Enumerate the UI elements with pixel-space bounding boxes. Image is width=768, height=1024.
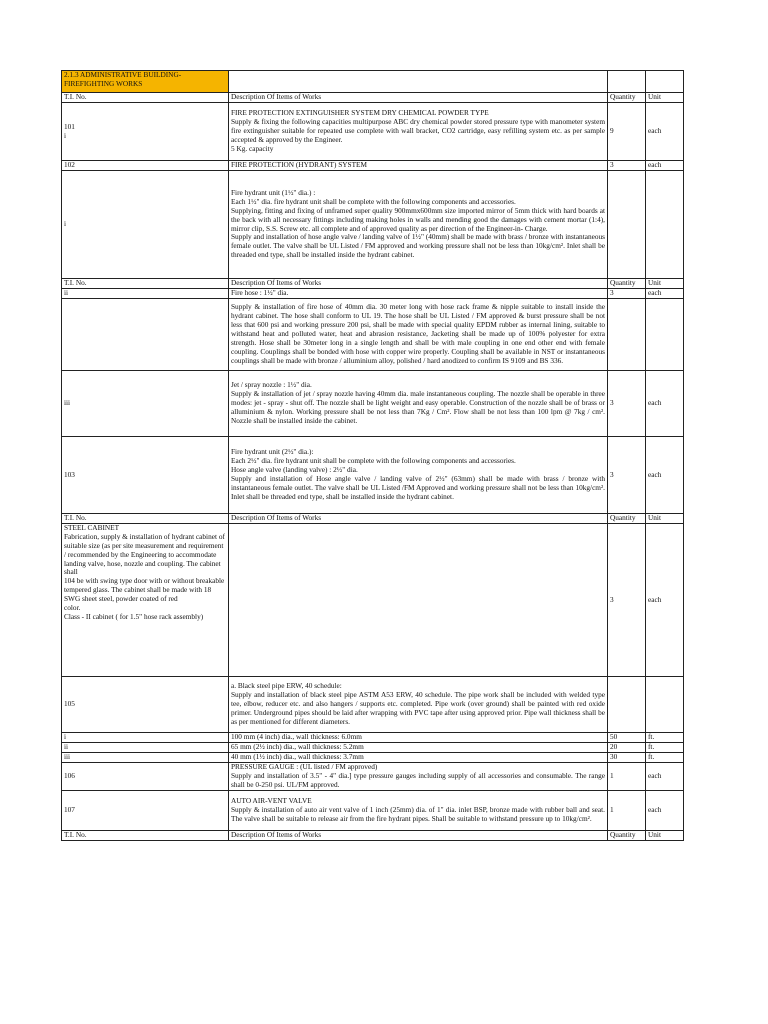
- table-row: [62, 514, 684, 524]
- item-number: T.I. No.: [62, 831, 229, 841]
- item-description: 40 mm (1½ inch) dia., wall thickness: 3.7mm: [229, 753, 608, 763]
- item-description: Fire hydrant unit (2½" dia.): Each 2½" dia. fire hydrant unit shall be complete with the following components and accessories. Hose angle valve (landing valve) : 2½" dia. Supply and installation of Hose angle valve / landing valve of 2½" (63mm) shall be made with brass / bronze with instantaneous female outlet. The valve shall be UL Listed /FM Approved and working pressure shall not be less than 10kg/cm². Inlet shall be threaded end type, shall be installed inside the hydrant cabinet.: [229, 437, 608, 514]
- table-row: [62, 103, 684, 161]
- item-unit: ft.: [646, 743, 684, 753]
- item-number: iii: [62, 371, 229, 437]
- item-unit: [646, 677, 684, 733]
- item-number: 103: [62, 437, 229, 514]
- item-description: FIRE PROTECTION EXTINGUISHER SYSTEM DRY CHEMICAL POWDER TYPE Supply & fixing the following capacities multipurpose ABC dry chemical powder stored pressure type with manometer system fire extinguisher suitable for repeated use complete with wall bracket, CO2 cartridge, easy refilling system etc. as per sample accepted & approved by the Engineer. 5 Kg. capacity: [229, 103, 608, 161]
- item-unit: [646, 171, 684, 279]
- table-row: [62, 677, 684, 733]
- item-quantity: [608, 171, 646, 279]
- table-row: [62, 299, 684, 371]
- item-description: Description Of Items of Works: [229, 279, 608, 289]
- table-row: [62, 171, 684, 279]
- section-title-row: [62, 71, 684, 93]
- item-unit: each: [646, 763, 684, 791]
- item-unit: ft.: [646, 753, 684, 763]
- item-number: 107: [62, 791, 229, 831]
- item-unit: each: [646, 161, 684, 171]
- item-number: ii: [62, 289, 229, 299]
- item-unit: each: [646, 524, 684, 677]
- item-description: FIRE PROTECTION (HYDRANT) SYSTEM: [229, 161, 608, 171]
- item-number: i: [62, 733, 229, 743]
- header-ti-no: T.I. No.: [62, 93, 229, 103]
- item-number: i: [62, 171, 229, 279]
- boq-table: [61, 70, 684, 841]
- item-quantity: Quantity: [608, 514, 646, 524]
- item-description: 65 mm (2½ inch) dia., wall thickness: 5.2mm: [229, 743, 608, 753]
- item-description: Supply & installation of fire hose of 40mm dia. 30 meter long with hose rack frame & nipple suitable to install inside the hydrant cabinet. The hose shall conform to UL 19. The hose shall be UL Listed / FM approved & burst pressure shall be not less that 600 psi and working pressure 200 psi, shall be made with special quality EPDM rubber as internal lining, suitable to withstand heat and polluted water, heat and abrasion resistance, Jacketing shall be made up of 100% polyester for extra strength. Hose shall be 30meter long in a single length and shall be with male coupling in one end other end with female coupling. Couplings shall be bonded with hose with copper wire properly. Coupling shall be available in NST or instantaneous couplings shall be made with bronze / alluminium alloy, polished / hard anodized to confirm IS 9109 and BS 336.: [229, 299, 608, 371]
- table-row: [62, 371, 684, 437]
- header-description: Description Of Items of Works: [229, 93, 608, 103]
- item-number: STEEL CABINET Fabrication, supply & installation of hydrant cabinet of suitable size (as per site measurement and requirement / recommended by the Engineering to accommodate landing valve, hose, nozzle and coupling. The cabinet shall 104 be with swing type door with or without breakable tempered glass. The cabinet shall be made with 18 SWG sheet steel, powder coated of red color. Class - II cabinet ( for 1.5" hose rack assembly): [62, 524, 229, 677]
- item-description: AUTO AIR-VENT VALVE Supply & installation of auto air vent valve of 1 inch (25mm) dia. of 1" dia. inlet BSP, bronze made with rubber ball and seat. The valve shall be suitable to release air from the fire hydrant pipes. Shall be suitable to withstand pressure up to 10kg/cm².: [229, 791, 608, 831]
- item-description: a. Black steel pipe ERW, 40 schedule: Supply and installation of black steel pipe ASTM A53 ERW, 40 schedule. The pipe work shall be included with welded type tee, elbow, reducer etc. and also hangers / supports etc. completed. Pipe work (over ground) shall be painted with red oxide primer. Underground pipes should be laid after wrapping with PVC tape after using approved prior. Pipe wall thickness shall be as per mentioned for different diameters.: [229, 677, 608, 733]
- header-quantity: Quantity: [608, 93, 646, 103]
- item-quantity: 3: [608, 161, 646, 171]
- item-unit: Unit: [646, 279, 684, 289]
- item-number: 101 i: [62, 103, 229, 161]
- item-unit: each: [646, 103, 684, 161]
- item-quantity: Quantity: [608, 279, 646, 289]
- item-description: Fire hydrant unit (1½" dia.) : Each 1½" dia. fire hydrant unit shall be complete with the following components and accessories. Supplying, fitting and fixing of unframed super quality 900mmx600mm size imported mirror of 5mm thick with hard boards at the back with all necessary fittings including making holes in walls and mending good the damages with cement mortar (1:4), mirror clip, S.S. Screw etc. all complete and of approved quality as per direction of the Engineer-in- Charge. Supply and installation of hose angle valve / landing valve of 1½" (40mm) shall be made with brass / bronze with instantaneous female outlet. The valve shall be UL Listed / FM approved and working pressure shall not be less than 10kg/cm². Inlet shall be threaded end type, shall be installed inside the hydrant cabinet.: [229, 171, 608, 279]
- header-unit: Unit: [646, 93, 684, 103]
- table-row: [62, 743, 684, 753]
- item-number: 105: [62, 677, 229, 733]
- table-row: [62, 279, 684, 289]
- item-unit: each: [646, 437, 684, 514]
- item-number: iii: [62, 753, 229, 763]
- item-description: Jet / spray nozzle : 1½" dia. Supply & installation of jet / spray nozzle having 40mm dia. male instantaneous coupling. The nozzle shall be operable in three modes: jet - spray - shut off. The nozzle shall be light weight and easy operable. Construction of the nozzle shall be of brass or alluminium & nylon. Working pressure shall be not less than 7Kg / Cm². Flow shall be not less than 100 lpm @ 7kg / cm². Nozzle shall be installed inside the cabinet.: [229, 371, 608, 437]
- item-quantity: 3: [608, 289, 646, 299]
- item-quantity: 3: [608, 437, 646, 514]
- table-row: [62, 831, 684, 841]
- item-quantity: 1: [608, 791, 646, 831]
- item-number: T.I. No.: [62, 514, 229, 524]
- item-quantity: 9: [608, 103, 646, 161]
- item-quantity: 1: [608, 763, 646, 791]
- item-unit: each: [646, 371, 684, 437]
- item-quantity: 30: [608, 753, 646, 763]
- table-row: [62, 763, 684, 791]
- item-description: [229, 524, 608, 677]
- item-unit: each: [646, 791, 684, 831]
- section-title: 2.1.3 ADMINISTRATIVE BUILDING-FIREFIGHTING WORKS: [62, 71, 229, 93]
- table-row: [62, 524, 684, 677]
- item-unit: ft.: [646, 733, 684, 743]
- item-description: 100 mm (4 inch) dia., wall thickness: 6.0mm: [229, 733, 608, 743]
- item-number: ii: [62, 743, 229, 753]
- item-number: 106: [62, 763, 229, 791]
- item-quantity: Quantity: [608, 831, 646, 841]
- item-unit: [646, 299, 684, 371]
- table-row: [62, 289, 684, 299]
- item-quantity: 3: [608, 371, 646, 437]
- item-number: T.I. No.: [62, 279, 229, 289]
- item-number: 102: [62, 161, 229, 171]
- item-unit: Unit: [646, 831, 684, 841]
- item-quantity: [608, 677, 646, 733]
- item-description: PRESSURE GAUGE : (UL listed / FM approved) Supply and installation of 3.5" - 4" dia.] type pressure gauges including supply of all accessories and consumable. The range shall be 0-250 psi. UL/FM approved.: [229, 763, 608, 791]
- item-quantity: 20: [608, 743, 646, 753]
- item-unit: each: [646, 289, 684, 299]
- item-description: Description Of Items of Works: [229, 831, 608, 841]
- item-description: Fire hose : 1½" dia.: [229, 289, 608, 299]
- table-row: [62, 437, 684, 514]
- header-row: [62, 93, 684, 103]
- item-quantity: 50: [608, 733, 646, 743]
- item-description: Description Of Items of Works: [229, 514, 608, 524]
- item-quantity: [608, 299, 646, 371]
- table-row: [62, 733, 684, 743]
- item-unit: Unit: [646, 514, 684, 524]
- table-row: [62, 791, 684, 831]
- item-quantity: 3: [608, 524, 646, 677]
- table-row: [62, 753, 684, 763]
- table-row: [62, 161, 684, 171]
- item-number: [62, 299, 229, 371]
